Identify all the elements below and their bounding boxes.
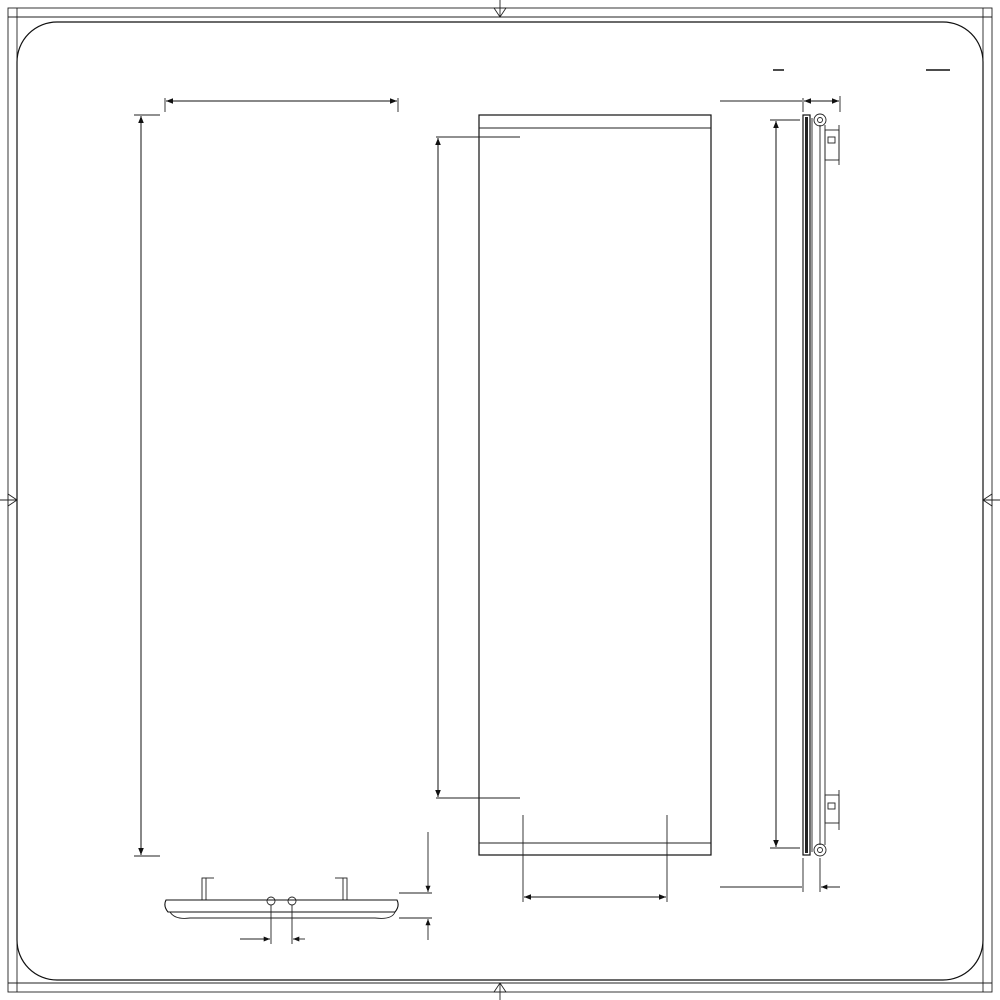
front-view: [134, 98, 398, 856]
top-view: [165, 832, 432, 944]
drawing-frame: [8, 8, 992, 992]
side-view: [720, 96, 840, 892]
rear-view: [436, 115, 711, 902]
